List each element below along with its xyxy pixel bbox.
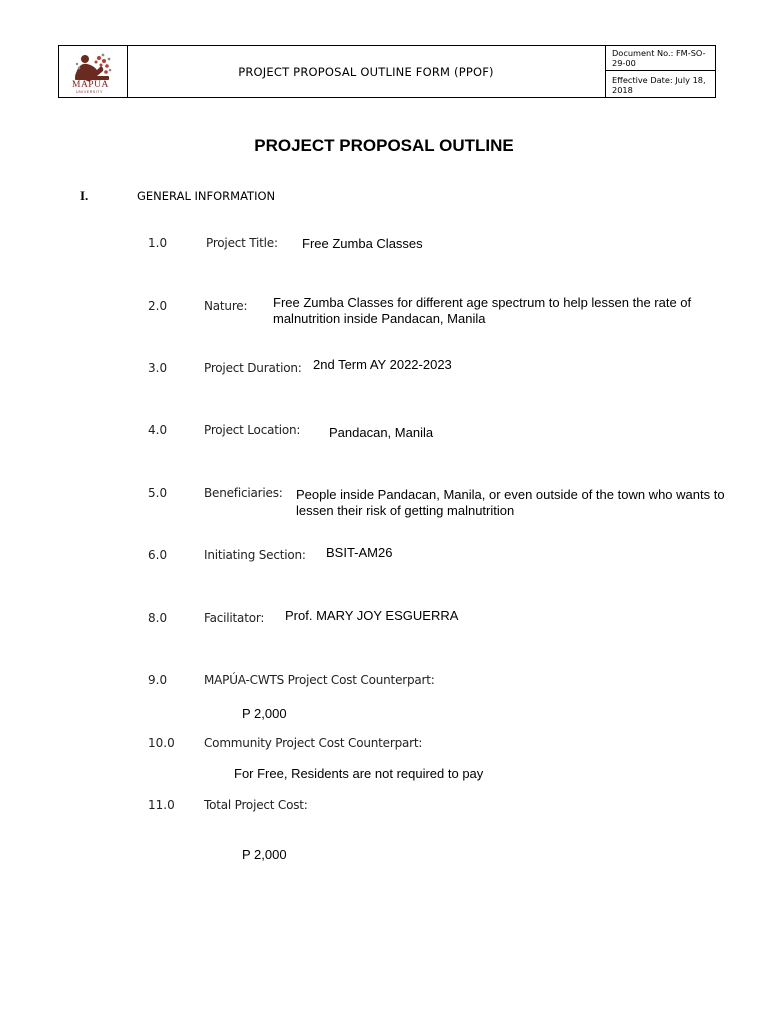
total-cost-label: Total Project Cost: — [204, 798, 308, 812]
page-title: PROJECT PROPOSAL OUTLINE — [254, 136, 514, 155]
effective-date: Effective Date: July 18, 2018 — [612, 74, 706, 95]
community-cost-label: Community Project Cost Counterpart: — [204, 736, 423, 750]
item-number: 8.0 — [148, 611, 168, 625]
university-logo — [59, 46, 128, 97]
document-header — [58, 45, 716, 98]
item-number: 2.0 — [148, 299, 168, 313]
project-location-value: Pandacan, Manila — [329, 425, 434, 440]
item-number: 4.0 — [148, 423, 168, 437]
project-title-label: Project Title: — [206, 236, 278, 250]
community-cost-value: For Free, Residents are not required to pay — [234, 766, 484, 781]
initiating-section-label: Initiating Section: — [204, 548, 306, 562]
item-number: 6.0 — [148, 548, 168, 562]
project-title-value: Free Zumba Classes — [302, 236, 423, 251]
logo-subtext: UNIVERSITY — [76, 90, 104, 94]
nature-value-line1: Free Zumba Classes for different age spectrum to help lessen the rate of — [273, 295, 692, 310]
item-number: 9.0 — [148, 673, 168, 687]
form-title: PROJECT PROPOSAL OUTLINE FORM (PPOF) — [127, 46, 606, 97]
beneficiaries-value-line2: lessen their risk of getting malnutrition — [296, 503, 515, 518]
facilitator-value: Prof. MARY JOY ESGUERRA — [285, 608, 459, 623]
initiating-section-value: BSIT-AM26 — [326, 545, 393, 560]
project-duration-label: Project Duration: — [204, 361, 302, 375]
item-number: 10.0 — [148, 736, 175, 750]
total-cost-value: P 2,000 — [242, 847, 287, 862]
nature-label: Nature: — [204, 299, 248, 313]
nature-value-line2: malnutrition inside Pandacan, Manila — [273, 311, 486, 326]
document-number: Document No.: FM-SO-29-00 — [606, 46, 715, 71]
project-location-label: Project Location: — [204, 423, 301, 437]
cwts-cost-label: MAPÚA-CWTS Project Cost Counterpart: — [204, 673, 435, 687]
item-number: 5.0 — [148, 486, 168, 500]
beneficiaries-label: Beneficiaries: — [204, 486, 283, 500]
facilitator-label: Facilitator: — [204, 611, 265, 625]
section-number: I. — [80, 188, 89, 203]
project-duration-value: 2nd Term AY 2022-2023 — [313, 357, 452, 372]
item-number: 11.0 — [148, 798, 175, 812]
section-title: GENERAL INFORMATION — [137, 189, 276, 203]
logo-text: MAPÚA — [72, 80, 109, 90]
item-number: 1.0 — [148, 236, 168, 250]
item-number: 3.0 — [148, 361, 168, 375]
beneficiaries-value-line1: People inside Pandacan, Manila, or even outside of the town who wants to — [296, 487, 725, 502]
cwts-cost-value: P 2,000 — [242, 706, 287, 721]
